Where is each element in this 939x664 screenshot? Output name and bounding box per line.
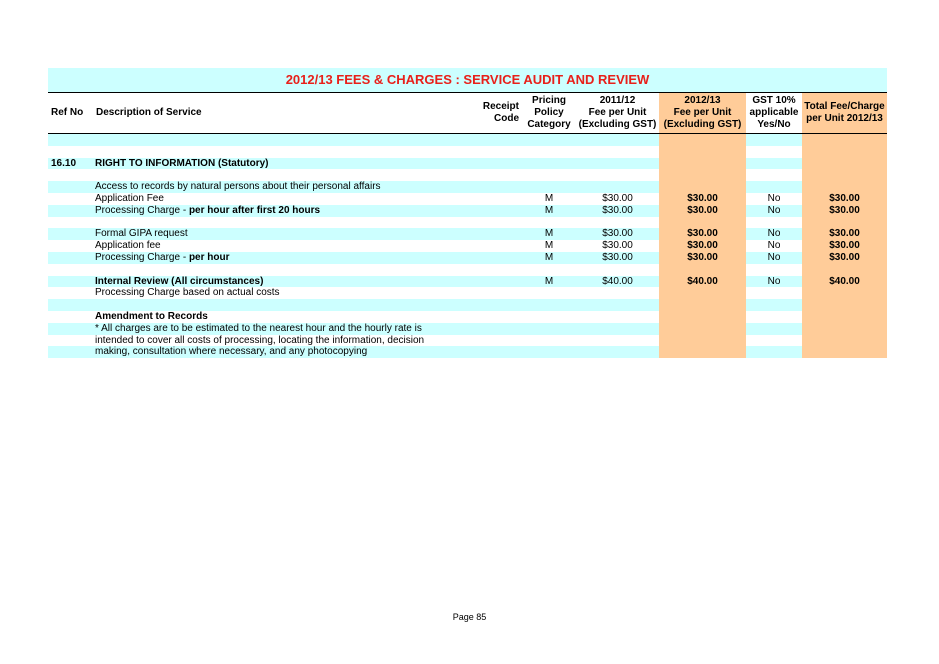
receipt-code-cell xyxy=(480,158,522,170)
receipt-code-cell xyxy=(480,276,522,288)
total-cell xyxy=(802,217,887,229)
pricing-policy-cell xyxy=(522,335,576,347)
header-fee-2011 xyxy=(576,93,659,134)
ref-no-cell xyxy=(48,217,92,229)
description-cell xyxy=(92,193,480,205)
fee-2011-cell xyxy=(576,158,659,170)
receipt-code-cell xyxy=(480,299,522,311)
gst-cell: No xyxy=(746,205,802,217)
total-cell xyxy=(802,287,887,299)
fee-2012-cell: $30.00 xyxy=(659,228,746,240)
description-cell xyxy=(92,158,480,170)
description-cell xyxy=(92,252,480,264)
fee-2012-cell: $40.00 xyxy=(659,276,746,288)
fee-2011-cell: $30.00 xyxy=(576,193,659,205)
fee-2012-cell xyxy=(659,134,746,146)
header-gst xyxy=(746,93,802,134)
header-line: applicable xyxy=(749,107,799,118)
pricing-policy-cell: M xyxy=(522,228,576,240)
pricing-policy-cell: M xyxy=(522,252,576,264)
description-text: intended to cover all costs of processing, locating the information, decision xyxy=(95,334,425,346)
total-cell: $30.00 xyxy=(802,252,887,264)
fee-2012-cell xyxy=(659,146,746,158)
total-cell: $40.00 xyxy=(802,276,887,288)
total-cell xyxy=(802,181,887,193)
description-cell xyxy=(92,335,480,347)
ref-no-cell xyxy=(48,193,92,205)
fees-table-body xyxy=(48,134,887,359)
table-row xyxy=(48,311,887,323)
pricing-policy-cell xyxy=(522,299,576,311)
pricing-policy-cell xyxy=(522,311,576,323)
header-receipt-code xyxy=(480,93,522,134)
description-text: Application Fee xyxy=(95,192,164,204)
receipt-code-cell xyxy=(480,205,522,217)
description-text: * All charges are to be estimated to the nearest hour and the hourly rate is xyxy=(95,322,422,334)
ref-no-cell xyxy=(48,311,92,323)
receipt-code-cell xyxy=(480,193,522,205)
fee-2011-cell: $30.00 xyxy=(576,252,659,264)
fee-2012-cell xyxy=(659,323,746,335)
header-line: Code xyxy=(494,113,519,124)
table-row xyxy=(48,228,887,240)
table-row xyxy=(48,323,887,335)
total-cell xyxy=(802,158,887,170)
description-text: making, consultation where necessary, and any photocopying xyxy=(95,346,368,358)
table-row xyxy=(48,158,887,170)
fee-2012-cell: $30.00 xyxy=(659,193,746,205)
description-cell xyxy=(92,181,480,193)
pricing-policy-cell xyxy=(522,346,576,358)
gst-cell xyxy=(746,181,802,193)
gst-cell xyxy=(746,323,802,335)
description-bold-text: per hour after first 20 hours xyxy=(188,204,321,216)
fee-2012-cell xyxy=(659,217,746,229)
fee-2012-cell xyxy=(659,346,746,358)
pricing-policy-cell xyxy=(522,169,576,181)
table-row xyxy=(48,181,887,193)
header-pricing-policy xyxy=(522,93,576,134)
fee-2011-cell xyxy=(576,264,659,276)
receipt-code-cell xyxy=(480,323,522,335)
description-text: Internal Review (All circumstances) xyxy=(95,275,264,287)
fee-2011-cell xyxy=(576,346,659,358)
description-cell xyxy=(92,228,480,240)
fee-2012-cell xyxy=(659,335,746,347)
fee-2011-cell: $30.00 xyxy=(576,228,659,240)
receipt-code-cell xyxy=(480,346,522,358)
pricing-policy-cell xyxy=(522,158,576,170)
total-cell: $30.00 xyxy=(802,240,887,252)
total-cell xyxy=(802,335,887,347)
receipt-code-cell xyxy=(480,287,522,299)
description-text: Processing Charge - xyxy=(95,251,189,263)
fee-2012-cell xyxy=(659,169,746,181)
fee-2011-cell xyxy=(576,311,659,323)
receipt-code-cell xyxy=(480,217,522,229)
table-row xyxy=(48,346,887,358)
header-line: Yes/No xyxy=(757,119,791,130)
ref-no-cell xyxy=(48,346,92,358)
header-line: 2012/13 xyxy=(684,95,721,106)
fee-2011-cell xyxy=(576,299,659,311)
header-line: Policy xyxy=(534,107,564,118)
description-cell xyxy=(92,276,480,288)
header-line: (Excluding GST) xyxy=(578,119,657,130)
total-cell xyxy=(802,346,887,358)
description-cell xyxy=(92,134,480,146)
table-row xyxy=(48,134,887,146)
receipt-code-cell xyxy=(480,335,522,347)
fee-2012-cell xyxy=(659,181,746,193)
header-line: 2011/12 xyxy=(599,95,636,106)
ref-no-cell xyxy=(48,323,92,335)
description-cell xyxy=(92,299,480,311)
ref-no-cell: 16.10 xyxy=(48,158,92,170)
gst-cell: No xyxy=(746,228,802,240)
total-cell: $30.00 xyxy=(802,228,887,240)
pricing-policy-cell xyxy=(522,181,576,193)
gst-cell xyxy=(746,134,802,146)
description-text: Application fee xyxy=(95,240,161,252)
table-row xyxy=(48,205,887,217)
description-cell xyxy=(92,287,480,299)
fees-table xyxy=(48,93,887,358)
gst-cell: No xyxy=(746,276,802,288)
fee-2012-cell xyxy=(659,311,746,323)
description-cell xyxy=(92,323,480,335)
receipt-code-cell xyxy=(480,264,522,276)
total-cell xyxy=(802,146,887,158)
ref-no-cell xyxy=(48,146,92,158)
header-fee-2012 xyxy=(659,93,746,134)
header-line: Fee per Unit xyxy=(588,107,647,118)
ref-no-cell xyxy=(48,205,92,217)
header-line: GST 10% xyxy=(752,95,796,106)
pricing-policy-cell xyxy=(522,134,576,146)
ref-no-cell xyxy=(48,181,92,193)
pricing-policy-cell: M xyxy=(522,205,576,217)
receipt-code-cell xyxy=(480,181,522,193)
table-row xyxy=(48,240,887,252)
table-row xyxy=(48,217,887,229)
table-row xyxy=(48,299,887,311)
description-text: Processing Charge based on actual costs xyxy=(95,287,280,299)
description-cell xyxy=(92,346,480,358)
fee-2011-cell xyxy=(576,217,659,229)
header-line: Total Fee/Charge xyxy=(804,101,885,112)
header-line: Receipt xyxy=(482,101,519,112)
gst-cell xyxy=(746,217,802,229)
receipt-code-cell xyxy=(480,146,522,158)
table-row xyxy=(48,252,887,264)
header-row xyxy=(48,93,887,134)
description-cell xyxy=(92,240,480,252)
fee-2011-cell xyxy=(576,146,659,158)
ref-no-cell xyxy=(48,252,92,264)
pricing-policy-cell xyxy=(522,217,576,229)
description-text: Amendment to Records xyxy=(95,310,208,322)
gst-cell xyxy=(746,146,802,158)
description-text: RIGHT TO INFORMATION (Statutory) xyxy=(95,157,269,169)
table-row xyxy=(48,146,887,158)
table-row xyxy=(48,276,887,288)
description-cell xyxy=(92,205,480,217)
ref-no-cell xyxy=(48,287,92,299)
gst-cell: No xyxy=(746,240,802,252)
gst-cell xyxy=(746,311,802,323)
table-row xyxy=(48,264,887,276)
fee-2012-cell: $30.00 xyxy=(659,252,746,264)
header-line: Fee per Unit xyxy=(673,107,732,118)
gst-cell xyxy=(746,158,802,170)
header-line: (Excluding GST) xyxy=(663,119,742,130)
fee-2011-cell xyxy=(576,134,659,146)
pricing-policy-cell: M xyxy=(522,240,576,252)
pricing-policy-cell xyxy=(522,264,576,276)
table-row xyxy=(48,169,887,181)
gst-cell: No xyxy=(746,252,802,264)
description-bold-text: per hour xyxy=(188,251,230,263)
fee-2011-cell xyxy=(576,335,659,347)
ref-no-cell xyxy=(48,240,92,252)
pricing-policy-cell: M xyxy=(522,193,576,205)
gst-cell xyxy=(746,169,802,181)
total-cell xyxy=(802,311,887,323)
fee-2011-cell xyxy=(576,323,659,335)
fee-2012-cell xyxy=(659,287,746,299)
header-line: per Unit 2012/13 xyxy=(806,113,883,124)
fee-2011-cell: $30.00 xyxy=(576,205,659,217)
table-row xyxy=(48,335,887,347)
fee-2011-cell: $30.00 xyxy=(576,240,659,252)
fees-sheet xyxy=(48,68,887,358)
pricing-policy-cell xyxy=(522,287,576,299)
ref-no-cell xyxy=(48,276,92,288)
receipt-code-cell xyxy=(480,311,522,323)
total-cell xyxy=(802,169,887,181)
pricing-policy-cell xyxy=(522,146,576,158)
description-cell xyxy=(92,264,480,276)
total-cell xyxy=(802,323,887,335)
fee-2012-cell: $30.00 xyxy=(659,240,746,252)
total-cell xyxy=(802,299,887,311)
fee-2012-cell xyxy=(659,264,746,276)
table-row xyxy=(48,287,887,299)
fee-2011-cell xyxy=(576,169,659,181)
receipt-code-cell xyxy=(480,252,522,264)
ref-no-cell xyxy=(48,299,92,311)
fee-2012-cell xyxy=(659,299,746,311)
description-cell xyxy=(92,217,480,229)
receipt-code-cell xyxy=(480,169,522,181)
receipt-code-cell xyxy=(480,228,522,240)
receipt-code-cell xyxy=(480,134,522,146)
description-cell xyxy=(92,169,480,181)
receipt-code-cell xyxy=(480,240,522,252)
gst-cell xyxy=(746,299,802,311)
page-number: Page 85 xyxy=(452,612,487,622)
fee-2011-cell xyxy=(576,287,659,299)
description-text: Access to records by natural persons about their personal affairs xyxy=(95,181,381,193)
header-line: Pricing xyxy=(532,95,566,106)
total-cell: $30.00 xyxy=(802,205,887,217)
fee-2012-cell xyxy=(659,158,746,170)
fee-2012-cell: $30.00 xyxy=(659,205,746,217)
gst-cell xyxy=(746,264,802,276)
total-cell xyxy=(802,264,887,276)
description-text: Formal GIPA request xyxy=(95,228,188,240)
gst-cell xyxy=(746,287,802,299)
ref-no-cell xyxy=(48,169,92,181)
pricing-policy-cell xyxy=(522,323,576,335)
total-cell xyxy=(802,134,887,146)
description-text: Processing Charge - xyxy=(95,204,189,216)
ref-no-cell xyxy=(48,335,92,347)
total-cell: $30.00 xyxy=(802,193,887,205)
ref-no-cell xyxy=(48,228,92,240)
table-row xyxy=(48,193,887,205)
pricing-policy-cell: M xyxy=(522,276,576,288)
fee-2011-cell: $40.00 xyxy=(576,276,659,288)
header-line: Category xyxy=(527,119,571,130)
ref-no-cell xyxy=(48,264,92,276)
gst-cell: No xyxy=(746,193,802,205)
header-ref-no: Ref No xyxy=(48,93,92,134)
description-cell xyxy=(92,311,480,323)
description-cell xyxy=(92,146,480,158)
fee-2011-cell xyxy=(576,181,659,193)
ref-no-cell xyxy=(48,134,92,146)
header-total xyxy=(802,93,887,134)
header-description: Description of Service xyxy=(92,93,480,134)
gst-cell xyxy=(746,335,802,347)
sheet-title: 2012/13 FEES & CHARGES : SERVICE AUDIT AND REVIEW xyxy=(48,68,887,93)
gst-cell xyxy=(746,346,802,358)
